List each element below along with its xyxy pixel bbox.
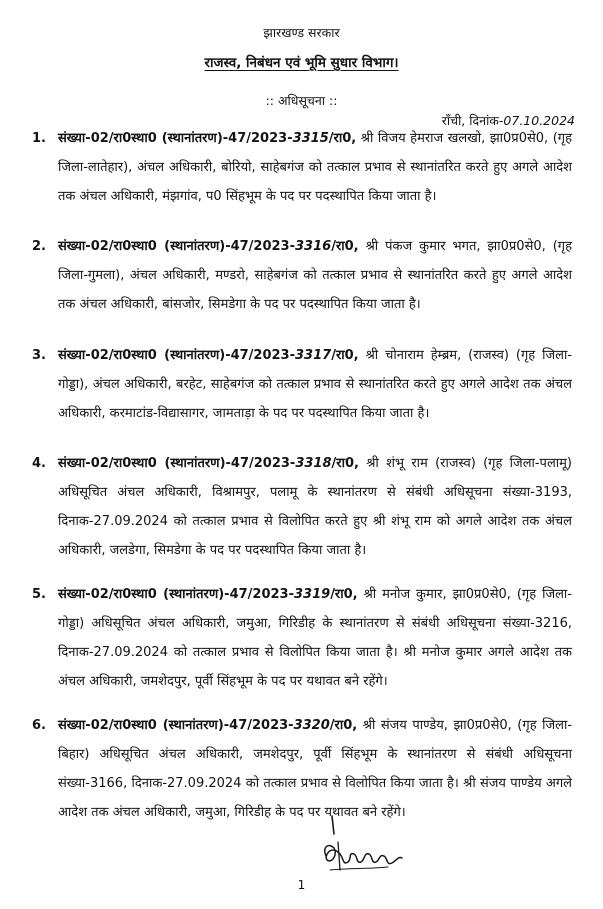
item-text: श्री विजय हेमराज खलखो, झा0प्र0से0, (गृह जिला-लातेहार), अंचल अधिकारी, बोरियो, साहेबगंज को तत्काल प्रभाव से स्थानांतरित करते हुए अगले आदेश तक अंचल अधिकारी, मंझगांव, प0 सिंहभूम के पद पर पदस्थापित किया जाता है। [58, 131, 572, 204]
notification-item-4 [32, 449, 572, 565]
item-number: 6. [32, 718, 46, 733]
notification-item-6 [32, 711, 572, 827]
notification-title: :: अधिसूचना :: [265, 93, 338, 108]
government-name: झारखण्ड सरकार [263, 25, 340, 40]
notification-item-1 [32, 124, 572, 211]
reference-number: संख्या-02/रा0स्था0 (स्थानांतरण)-47/2023-3320/रा0, [58, 718, 358, 733]
reference-number: संख्या-02/रा0स्था0 (स्थानांतरण)-47/2023-3315/रा0, [58, 131, 357, 146]
reference-number: संख्या-02/रा0स्था0 (स्थानांतरण)-47/2023-3319/रा0, [58, 587, 358, 602]
department-title: राजस्व, निबंधन एवं भूमि सुधार विभाग। [204, 55, 399, 71]
page-number: 1 [297, 878, 306, 892]
item-number: 4. [32, 456, 46, 471]
item-text: श्री चोनाराम हेम्ब्रम, (राजस्व) (गृह जिला-गोड्डा), अंचल अधिकारी, बरहेट, साहेबगंज को तत्काल प्रभाव से स्थानांतरित करते हुए अगले आदेश तक अंचल अधिकारी, करमाटांड-विद्यासागर, जामताड़ा के पद पर पदस्थापित किया जाता है। [58, 348, 573, 421]
item-number: 2. [32, 239, 46, 254]
item-text: श्री पंकज कुमार भगत, झा0प्र0से0, (गृह जिला-गुमला), अंचल अधिकारी, मण्डरो, साहेबगंज को तत्काल प्रभाव से स्थानांतरित करते हुए अगले आदेश तक अंचल अधिकारी, बांसजोर, सिमडेगा के पद पर पदस्थापित किया जाता है। [58, 239, 573, 312]
item-text: श्री शंभू राम (राजस्व) (गृह जिला-पलामू) अधिसूचित अंचल अधिकारी, विश्रामपुर, पलामू के स्थानांतरण से संबंधी अधिसूचना संख्या-3193, दिनाक-27.09.2024 को तत्काल प्रभाव से विलोपित करते हुए श्री शंभू राम को अगले आदेश तक अंचल अधिकारी, जलडेगा, सिमडेगा के पद पर पदस्थापित किया जाता है। [58, 456, 572, 558]
item-text: श्री मनोज कुमार, झा0प्र0से0, (गृह जिला-गोड्डा) अधिसूचित अंचल अधिकारी, जमुआ, गिरिडीह के स्थानांतरण से संबंधी अधिसूचना संख्या-3216, दिनाक-27.09.2024 को तत्काल प्रभाव से विलोपित किया जाता है। श्री मनोज कुमार अगले आदेश तक अंचल अधिकारी, जमशेदपुर, पूर्वी सिंहभूम के पद पर यथावत बने रहेंगे। [58, 587, 572, 689]
item-number: 1. [32, 131, 46, 146]
place-label: राँची, दिनांक- [441, 113, 504, 128]
department-name [0, 53, 603, 71]
notification-item-3 [32, 341, 572, 428]
item-text: श्री संजय पाण्डेय, झा0प्र0से0, (गृह जिला-बिहार) अधिसूचित अंचल अधिकारी, जमशेदपुर, पूर्वी सिंहभूम के स्थानांतरण से संबंधी अधिसूचना संख्या-3166, दिनाक-27.09.2024 को तत्काल प्रभाव से विलोपित किया जाता है। श्री संजय पाण्डेय अगले आदेश तक अंचल अधिकारी, जमुआ, गिरिडीह के पद पर यथावत बने रहेंगे। [58, 718, 573, 820]
reference-number: संख्या-02/रा0स्था0 (स्थानांतरण)-47/2023-3318/रा0, [58, 456, 359, 471]
notification-item-5 [32, 580, 572, 696]
reference-number: संख्या-02/रा0स्था0 (स्थानांतरण)-47/2023-3316/रा0, [58, 239, 359, 254]
reference-number: संख्या-02/रा0स्था0 (स्थानांतरण)-47/2023-3317/रा0, [58, 348, 359, 363]
item-number: 5. [32, 587, 46, 602]
notification-item-2 [32, 232, 572, 319]
notification-date: 07.10.2024 [503, 113, 575, 128]
item-number: 3. [32, 348, 46, 363]
